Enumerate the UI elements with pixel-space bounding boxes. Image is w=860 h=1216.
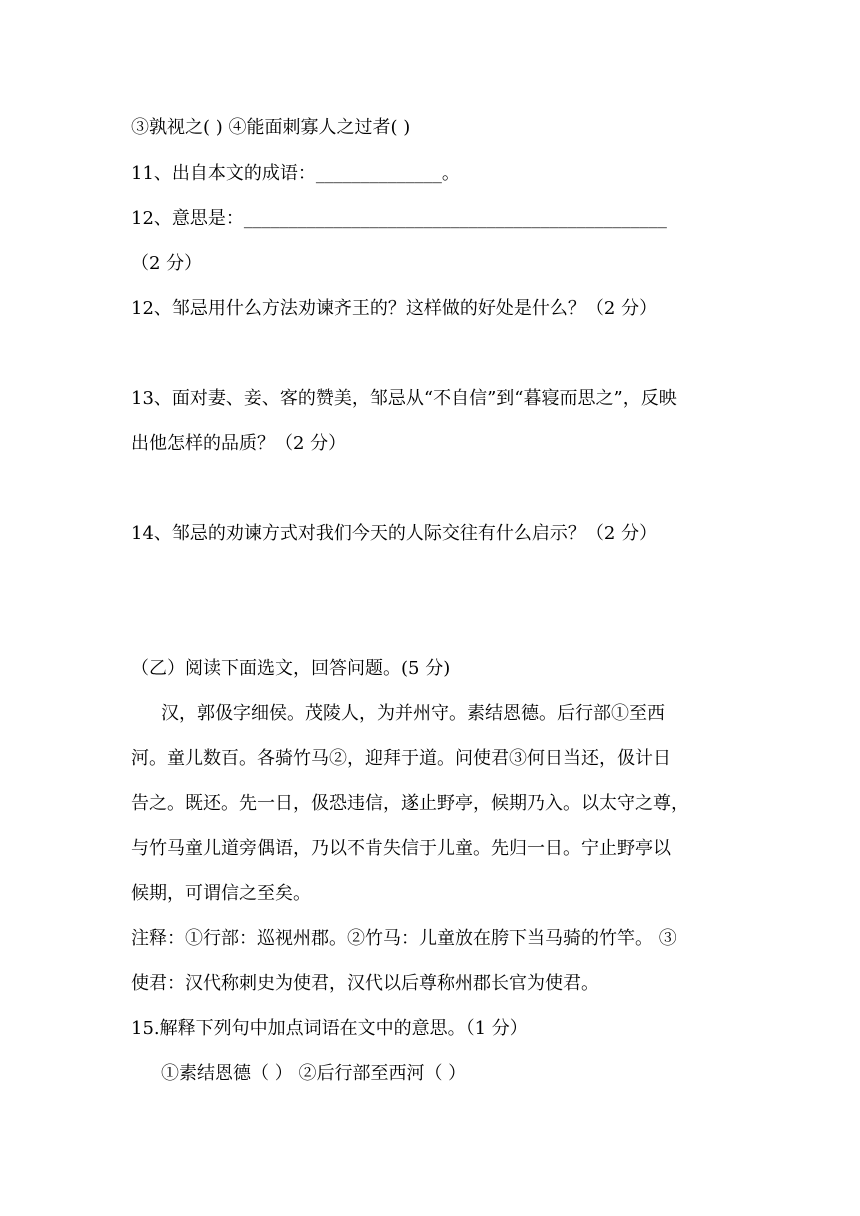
q15-items: ①素结恩德（ ） ②后行部至西河（ ） (161, 1063, 467, 1084)
passage-line2: 河。童儿数百。各骑竹马②，迎拜于道。问使君③何日当还，伋计日 (131, 748, 671, 769)
q14-question: 14、邹忌的劝谏方式对我们今天的人际交往有什么启示？（2 分） (131, 523, 658, 544)
notes-line2: 使君：汉代称刺史为使君，汉代以后尊称州郡长官为使君。 (131, 973, 599, 994)
notes-line1: 注释：①行部：巡视州郡。②竹马：儿童放在胯下当马骑的竹竿。 ③ (131, 928, 677, 949)
q15-question: 15.解释下列句中加点词语在文中的意思。（1 分） (131, 1018, 528, 1039)
section-yi-heading: （乙）阅读下面选文，回答问题。(5 分) (131, 658, 451, 679)
q13-question-line2: 出他怎样的品质？（2 分） (131, 433, 347, 454)
passage-line4: 与竹马童儿道旁偶语，乃以不肯失信于儿童。先归一日。宁止野亭以 (131, 838, 671, 859)
q12-meaning: 12、意思是：_______________________________________________ (131, 208, 667, 229)
q10-items-3-4: ③孰视之( ) ④能面刺寡人之过者( ) (131, 117, 411, 138)
passage-line1: 汉，郭伋字细侯。茂陵人，为并州守。素结恩德。后行部①至西 (161, 703, 665, 724)
passage-line5: 候期，可谓信之至矣。 (131, 883, 311, 904)
q12-method-question: 12、邹忌用什么方法劝谏齐王的？这样做的好处是什么？（2 分） (131, 298, 658, 319)
passage-line3: 告之。既还。先一日，伋恐违信，遂止野亭，候期乃入。以太守之尊， (131, 793, 689, 814)
q11-idiom: 11、出自本文的成语：______________。 (131, 163, 460, 184)
q12-score: （2 分） (131, 253, 203, 274)
q13-question-line1: 13、面对妻、妾、客的赞美，邹忌从“不自信”到“暮寝而思之”，反映 (131, 388, 677, 409)
